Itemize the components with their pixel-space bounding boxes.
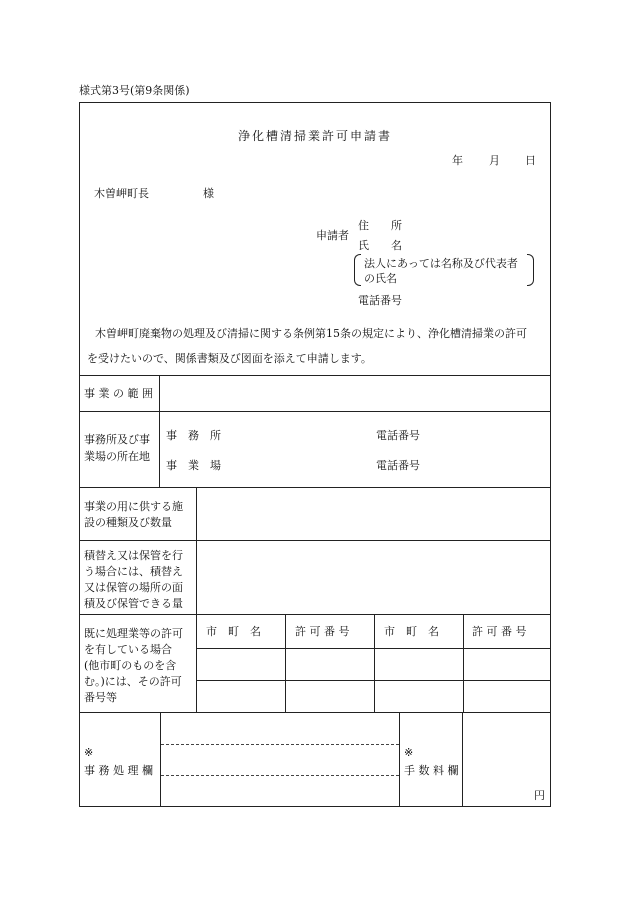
addressee: 木曽岬町長: [94, 187, 149, 200]
facility-label-line1: 事業の用に供する施: [84, 500, 183, 513]
office-use-mark: ※: [84, 746, 94, 759]
form-title: 浄化槽清掃業許可申請書: [237, 129, 392, 143]
office-phone-label: 電話番号: [376, 429, 420, 442]
corporation-note: [354, 254, 534, 286]
facility-input[interactable]: [197, 488, 550, 539]
location-label-line1: 事務所及び事: [84, 433, 150, 446]
col-city-2: 市 町 名: [384, 625, 439, 638]
statement-line2: を受けたいので、関係書類及び図面を添えて申請します。: [87, 352, 372, 365]
col-permit-1: 許 可 番 号: [295, 625, 350, 638]
form-number: 様式第3号(第9条関係): [79, 84, 190, 97]
statement-line1: 木曽岬町廃棄物の処理及び清掃に関する条例第15条の規定により、浄化槽清掃業の許可: [95, 327, 527, 340]
fee-mark: ※: [404, 746, 414, 759]
scope-input[interactable]: [160, 376, 550, 410]
applicant-name-field[interactable]: 氏 名: [358, 239, 402, 252]
scope-label: 事 業 の 範 囲: [84, 387, 153, 400]
storage-label-line3: 又は保管の場所の面: [84, 581, 183, 594]
office-label: 事 務 所: [166, 429, 221, 442]
existing-label-line1: 既に処理業等の許可: [84, 627, 183, 640]
application-statement: [87, 321, 547, 371]
storage-label-line2: う場合には、積替え: [84, 565, 183, 578]
existing-label-line4: む。)には、その許可: [84, 675, 182, 688]
location-label-line2: 業場の所在地: [84, 450, 150, 463]
existing-label-line2: を有している場合: [84, 643, 172, 656]
honorific: 様: [203, 187, 214, 200]
date-month[interactable]: 月: [489, 154, 500, 167]
site-phone-label: 電話番号: [376, 459, 420, 472]
site-label: 事 業 場: [166, 459, 221, 472]
storage-label-line1: 積替え又は保管を行: [84, 549, 183, 562]
date-day[interactable]: 日: [525, 154, 536, 167]
col-city-1: 市 町 名: [206, 625, 261, 638]
fee-label: 手 数 料 欄: [404, 764, 459, 777]
yen-unit: 円: [534, 789, 545, 802]
date-year[interactable]: 年: [452, 154, 463, 167]
facility-label-line2: 設の種類及び数量: [84, 516, 172, 529]
existing-label-line5: 番号等: [84, 691, 117, 704]
existing-permit-cell[interactable]: [286, 649, 373, 679]
storage-label-line4: 積及び保管できる量: [84, 597, 183, 610]
applicant-label: 申請者: [316, 229, 349, 242]
applicant-phone-field[interactable]: 電話番号: [358, 294, 402, 307]
office-use-label: 事 務 処 理 欄: [84, 764, 153, 777]
corporation-note-line2: の氏名: [364, 272, 397, 285]
existing-label-line3: (他市町のものを含: [84, 659, 177, 672]
applicant-address-field[interactable]: 住 所: [358, 219, 402, 232]
existing-city-cell[interactable]: [197, 649, 284, 679]
corporation-note-line1: 法人にあっては名称及び代表者: [364, 257, 518, 270]
storage-input[interactable]: [197, 541, 550, 613]
col-permit-2: 許 可 番 号: [472, 625, 527, 638]
